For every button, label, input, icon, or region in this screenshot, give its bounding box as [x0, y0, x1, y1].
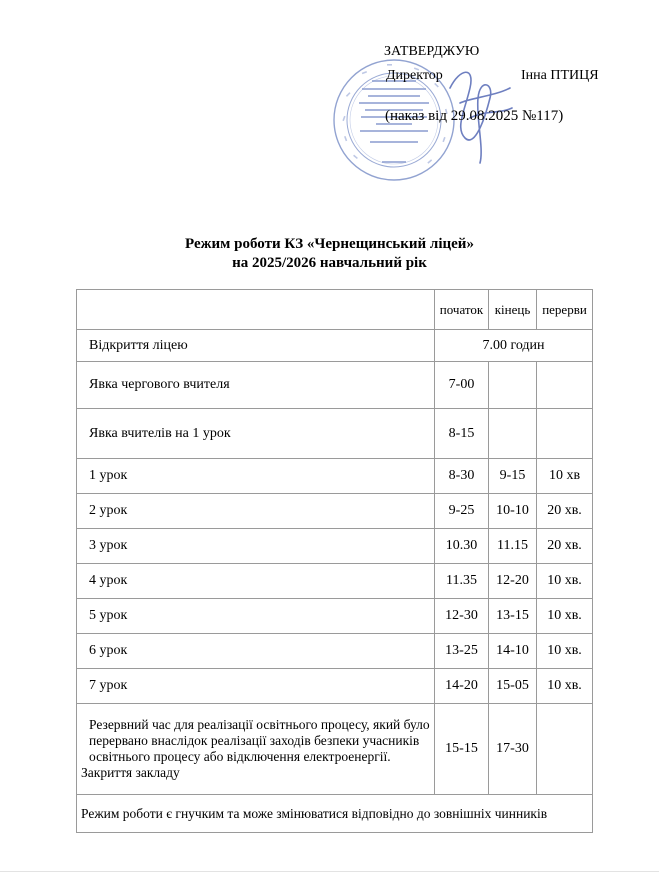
header-break: перерви: [537, 290, 593, 330]
teachers-break: [537, 409, 593, 459]
lesson-end: 13-15: [489, 599, 537, 634]
director-name: Інна ПТИЦЯ: [521, 68, 599, 83]
duty-break: [537, 362, 593, 409]
header-end: кінець: [489, 290, 537, 330]
lesson-end: 9-15: [489, 459, 537, 494]
teachers-end: [489, 409, 537, 459]
header-empty-cell: [77, 290, 435, 330]
lesson-label: 4 урок: [77, 564, 435, 599]
duty-row: [77, 362, 593, 409]
schedule-table: [76, 289, 593, 833]
opening-row: [77, 330, 593, 362]
opening-label: Відкриття ліцею: [77, 330, 435, 362]
reserve-row: [77, 704, 593, 795]
lesson-label: 6 урок: [77, 634, 435, 669]
footer-note: Режим роботи є гнучким та може змінюватися відповідно до зовнішніх чинників: [77, 795, 593, 833]
lesson-break: 10 хв: [537, 459, 593, 494]
lesson-break: 10 хв.: [537, 599, 593, 634]
lesson-start: 9-25: [435, 494, 489, 529]
lesson-break: 10 хв.: [537, 634, 593, 669]
lesson-break: 20 хв.: [537, 494, 593, 529]
order-reference: (наказ від 29.08.2025 №117): [385, 108, 564, 124]
header-row: [77, 290, 593, 330]
lesson-row: [77, 529, 593, 564]
lesson-row: [77, 669, 593, 704]
lesson-end: 12-20: [489, 564, 537, 599]
duty-end: [489, 362, 537, 409]
lesson-end: 10-10: [489, 494, 537, 529]
lesson-start: 8-30: [435, 459, 489, 494]
teachers-label: Явка вчителів на 1 урок: [77, 409, 435, 459]
approval-heading: ЗАТВЕРДЖУЮ: [384, 44, 480, 59]
reserve-text: Резервний час для реалізації освітнього процесу, який було перервано внаслідок реалізації заходів безпеки учасників освітнього процесу або відключення електроенергії.: [89, 717, 430, 764]
lesson-label: 3 урок: [77, 529, 435, 564]
header-start: початок: [435, 290, 489, 330]
lesson-end: 14-10: [489, 634, 537, 669]
lesson-label: 2 урок: [77, 494, 435, 529]
lesson-break: 20 хв.: [537, 529, 593, 564]
duty-label: Явка чергового вчителя: [77, 362, 435, 409]
lesson-label: 1 урок: [77, 459, 435, 494]
lesson-start: 11.35: [435, 564, 489, 599]
reserve-break: [537, 704, 593, 795]
teachers-row: [77, 409, 593, 459]
page-edge: [0, 871, 659, 872]
lesson-start: 14-20: [435, 669, 489, 704]
lesson-row: [77, 599, 593, 634]
lesson-end: 11.15: [489, 529, 537, 564]
lesson-start: 10.30: [435, 529, 489, 564]
lesson-break: 10 хв.: [537, 564, 593, 599]
lesson-row: [77, 494, 593, 529]
teachers-start: 8-15: [435, 409, 489, 459]
lesson-end: 15-05: [489, 669, 537, 704]
footer-row: [77, 795, 593, 833]
closing-label: Закриття закладу: [81, 765, 180, 780]
document-title: Режим роботи КЗ «Чернещинський ліцей»: [185, 236, 474, 252]
duty-start: 7-00: [435, 362, 489, 409]
reserve-start: 15-15: [435, 704, 489, 795]
lesson-start: 12-30: [435, 599, 489, 634]
lesson-label: 5 урок: [77, 599, 435, 634]
lesson-row: [77, 634, 593, 669]
reserve-cell: [77, 704, 435, 795]
lesson-label: 7 урок: [77, 669, 435, 704]
lesson-start: 13-25: [435, 634, 489, 669]
document-subtitle: на 2025/2026 навчальний рік: [232, 255, 427, 271]
director-title: Директор: [386, 68, 443, 83]
lesson-row: [77, 459, 593, 494]
lesson-break: 10 хв.: [537, 669, 593, 704]
lesson-row: [77, 564, 593, 599]
reserve-end: 17-30: [489, 704, 537, 795]
opening-value: 7.00 годин: [435, 330, 593, 362]
